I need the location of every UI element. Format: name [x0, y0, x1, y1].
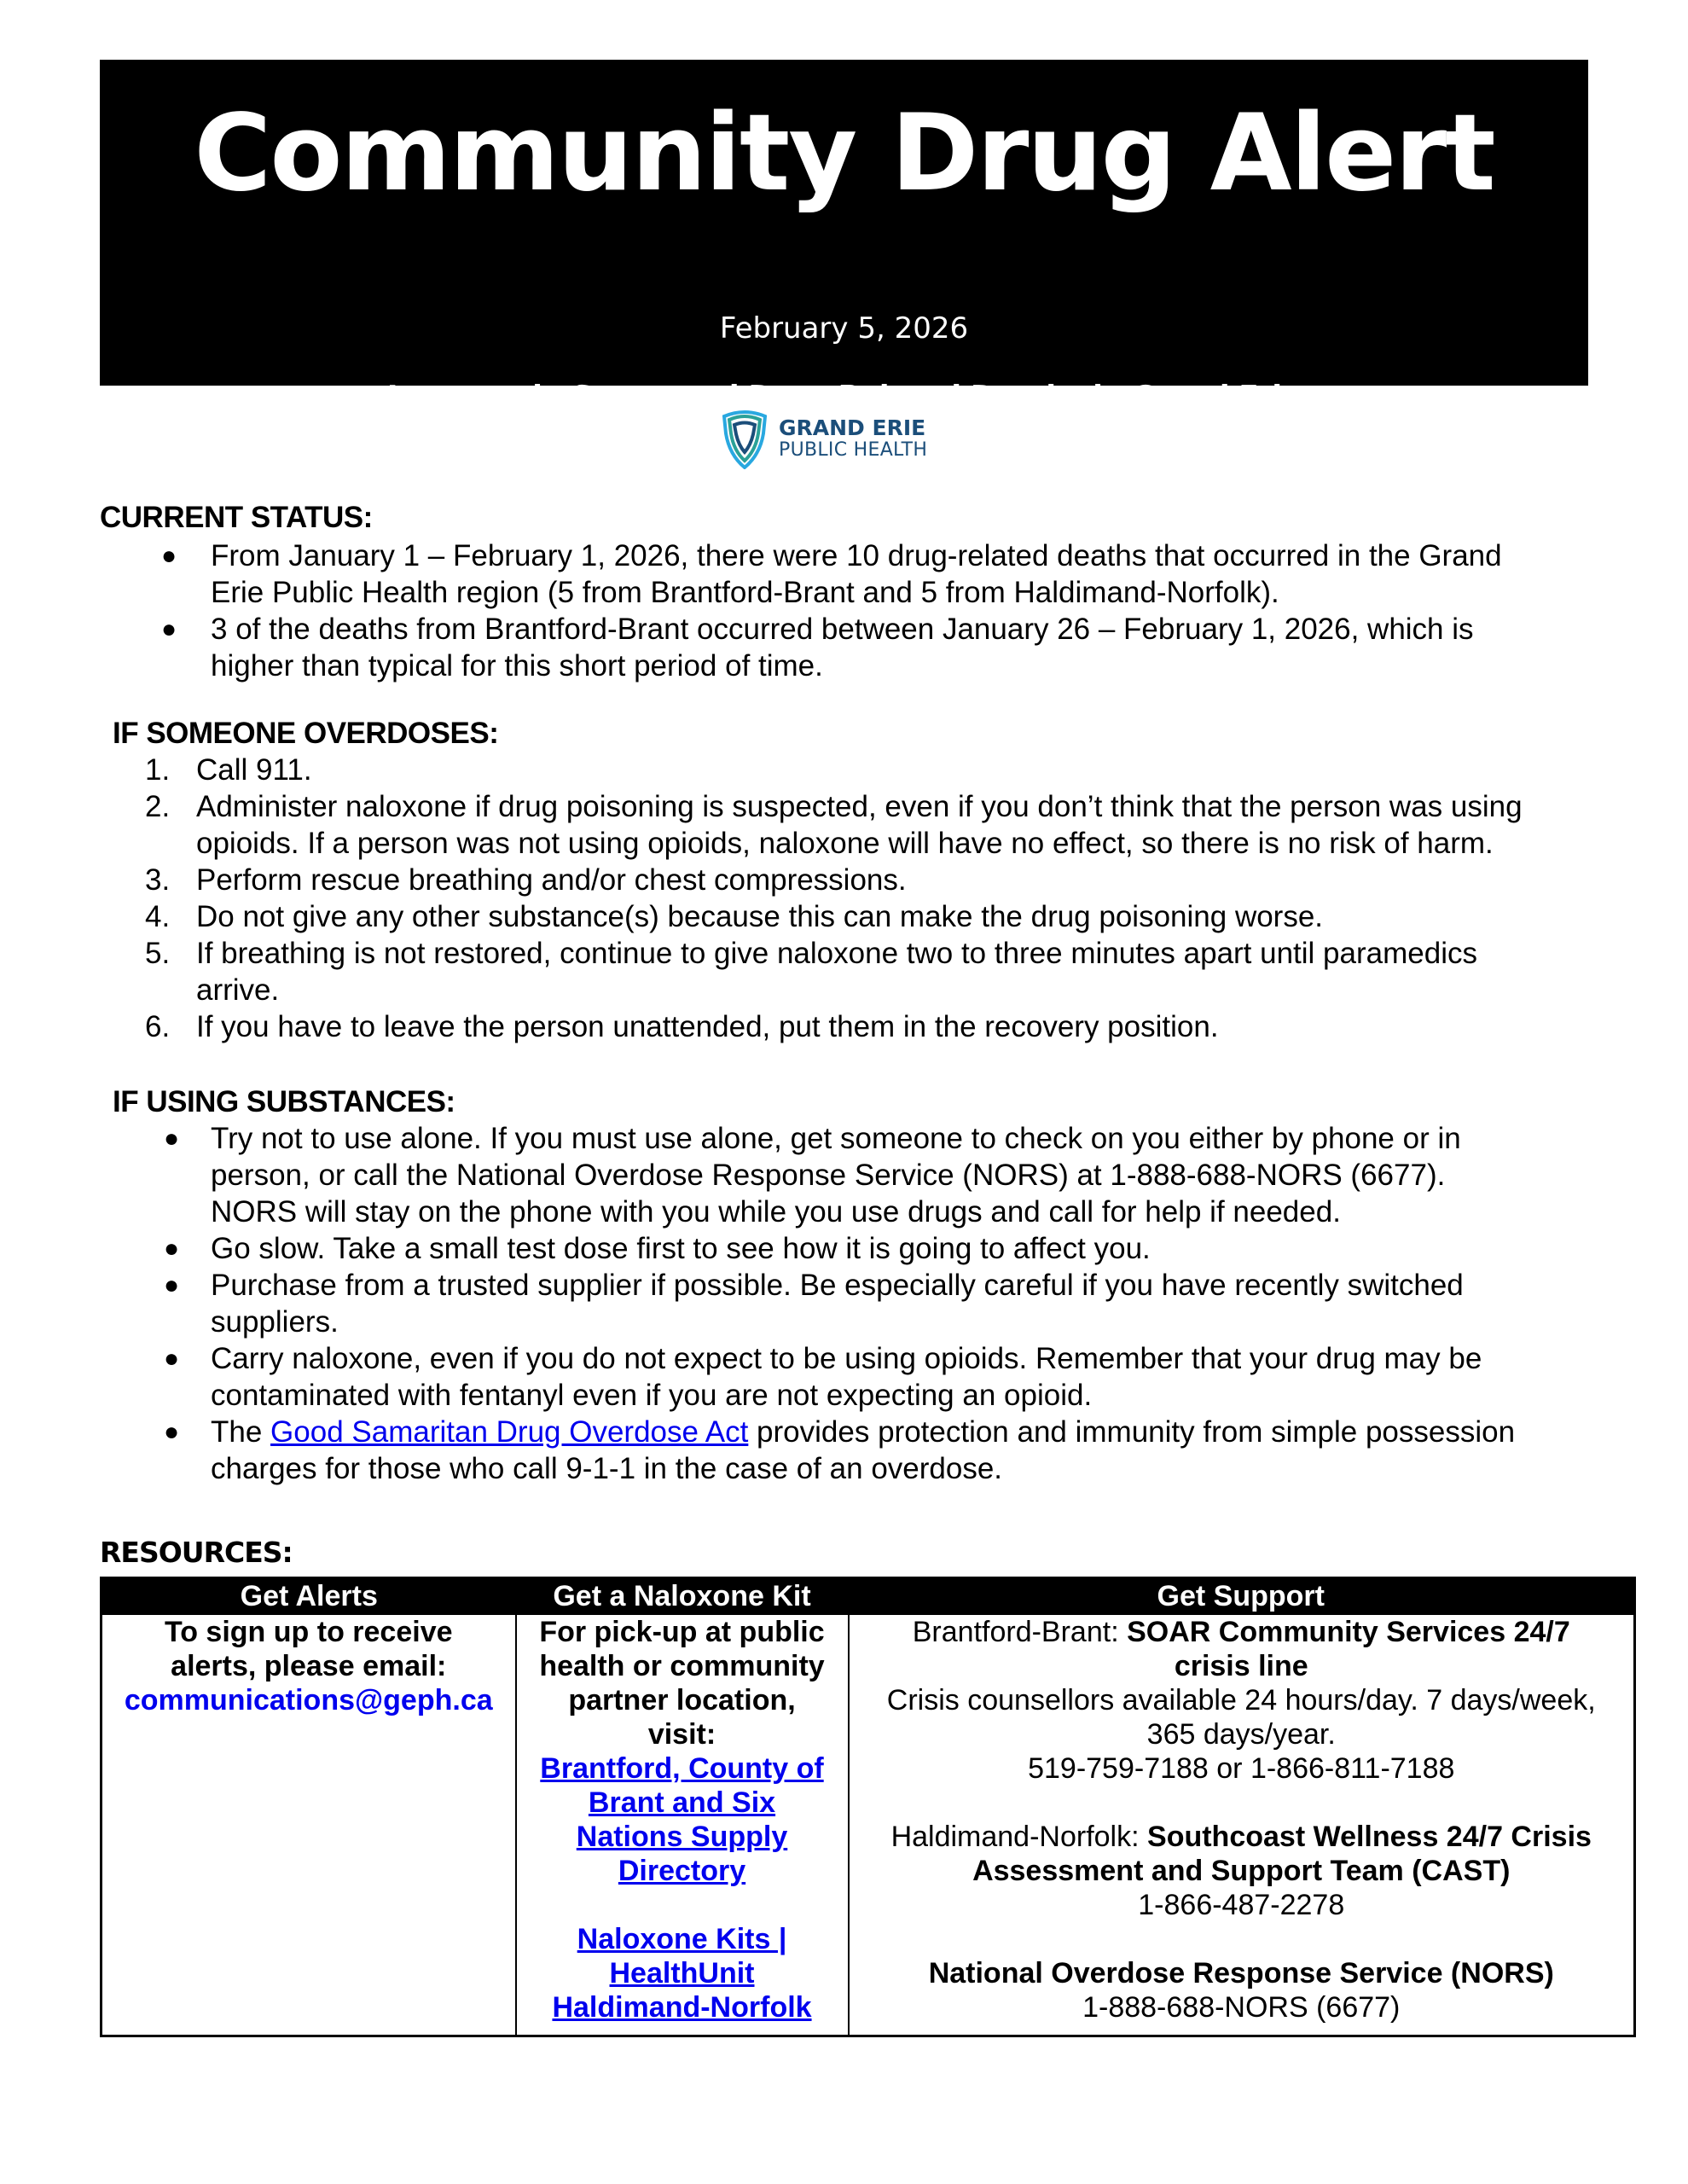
alert-date: February 5, 2026 [719, 311, 969, 346]
grand-erie-logo [721, 404, 927, 473]
alert-subtitle: Increase in Suspected Drug-Related Deaths in Grand Erie [386, 380, 1302, 414]
list-item: ● Purchase from a trusted supplier if possible. Be especially careful if you have recently switched suppliers. [164, 1269, 1464, 1339]
list-item: ● Try not to use alone. If you must use alone, get someone to check on you either by phone or in person, or call the National Overdose Response Service (NORS) at 1-888-688-NORS (6677). NORS will stay on the phone with you while you use drugs and call for help if needed. [164, 1122, 1461, 1228]
column-header-naloxone: Get a Naloxone Kit [516, 1578, 849, 1615]
naloxone-cell: For pick-up at public health or community partner location, visit: Brantford, County of Brant and Six Nations Supply Directory Naloxone Kits | HealthUnit Haldimand-Norfolk [516, 1614, 849, 2036]
soar-phone: 519-759-7188 or 1-866-811-7188 [1028, 1752, 1455, 1785]
list-item: 4. Do not give any other substance(s) because this can make the drug poisoning worse. [145, 900, 1324, 933]
list-item: 2. Administer naloxone if drug poisoning is suspected, even if you don’t think that the person was using opioids. If a person was not using opioids, naloxone will have no effect, so there is no risk of harm. [145, 790, 1523, 860]
brantford-supply-directory-link[interactable]: Brantford, County of Brant and Six Nations Supply Directory [540, 1752, 824, 1887]
nors-phone: 1-888-688-NORS (6677) [1082, 1991, 1401, 2024]
list-item: ● Carry naloxone, even if you do not expect to be using opioids. Remember that your drug may be contaminated with fentanyl even if you are not expecting an opioid. [164, 1342, 1482, 1412]
current-status-heading: CURRENT STATUS: [100, 501, 373, 534]
bullet-icon: ● [164, 1271, 180, 1299]
list-item: ● Go slow. Take a small test dose first to see how it is going to affect you. [164, 1232, 1151, 1265]
bullet-icon: ● [161, 542, 177, 570]
list-item: ● The Good Samaritan Drug Overdose Act provides protection and immunity from simple possession charges for those who call 9-1-1 in the case of an overdose. [164, 1415, 1516, 1485]
overdose-section [113, 715, 1614, 1045]
email-link[interactable]: communications@geph.ca [124, 1684, 493, 1716]
haldimand-norfolk-naloxone-link[interactable]: Naloxone Kits | HealthUnit Haldimand-Norfolk [552, 1923, 812, 2024]
list-item: 1. Call 911. [145, 753, 312, 787]
resources-heading: RESOURCES: [100, 1536, 293, 1569]
bullet-icon: ● [164, 1345, 180, 1373]
alerts-cell: To sign up to receive alerts, please email: communications@geph.ca [102, 1614, 516, 2036]
current-status-section [100, 499, 1601, 684]
list-item: 3. Perform rescue breathing and/or chest compressions. [145, 863, 907, 897]
bullet-icon: ● [164, 1418, 180, 1446]
support-cell: Brantford-Brant: SOAR Community Services 24/7 crisis line Crisis counsellors available 24 hours/day. 7 days/week, 365 days/year. 519-759-7188 or 1-866-811-7188 Haldimand-Norfolk: Southcoast Wellness 24/7 Crisis Assessment and Support Team (CAST) 1-866-487-2278 National Overdose Response Service (NORS) 1-888-688-NORS (6677) [849, 1614, 1635, 2036]
table-row [102, 1614, 1635, 2036]
bullet-icon: ● [161, 615, 177, 643]
page-title: Community Drug Alert [194, 92, 1494, 215]
shield-icon [721, 408, 769, 469]
using-substances-section [113, 1083, 1614, 1487]
logo-line2: PUBLIC HEALTH [779, 439, 928, 461]
alert-banner [100, 60, 1588, 414]
overdose-heading: IF SOMEONE OVERDOSES: [113, 717, 499, 750]
good-samaritan-act-link[interactable]: Good Samaritan Drug Overdose Act [270, 1415, 749, 1449]
resources-table [100, 1577, 1636, 2037]
column-header-alerts: Get Alerts [102, 1578, 516, 1615]
column-header-support: Get Support [849, 1578, 1635, 1615]
using-heading: IF USING SUBSTANCES: [113, 1085, 455, 1118]
list-item: ● 3 of the deaths from Brantford-Brant occurred between January 26 – February 1, 2026, which is higher than typical for this short period of time. [161, 613, 1474, 682]
bullet-icon: ● [164, 1124, 180, 1153]
cast-phone: 1-866-487-2278 [1138, 1889, 1345, 1921]
logo-line1: GRAND ERIE [779, 415, 926, 441]
list-item: ● From January 1 – February 1, 2026, there were 10 drug-related deaths that occurred in the Grand Erie Public Health region (5 from Brantford-Brant and 5 from Haldimand-Norfolk). [161, 539, 1502, 609]
list-item: 6. If you have to leave the person unattended, put them in the recovery position. [145, 1010, 1219, 1043]
bullet-icon: ● [164, 1234, 180, 1263]
list-item: 5. If breathing is not restored, continue to give naloxone two to three minutes apart until paramedics arrive. [145, 937, 1477, 1007]
